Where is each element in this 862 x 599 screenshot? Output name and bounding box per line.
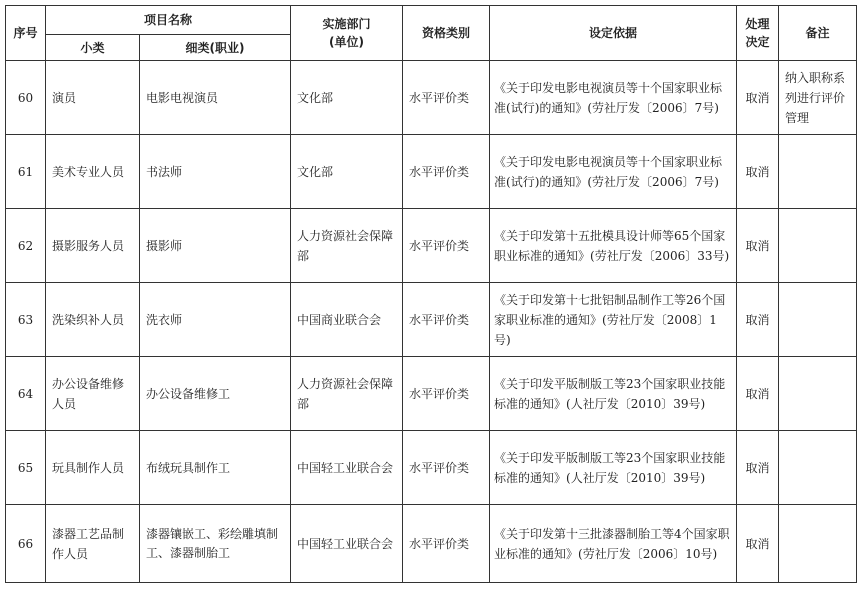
cell-detail: 电影电视演员 (140, 61, 291, 135)
table-row (6, 357, 857, 431)
table-row (6, 283, 857, 357)
cell-basis: 《关于印发平版制版工等23个国家职业技能标准的通知》(人社厅发〔2010〕39号) (490, 357, 737, 431)
cell-subclass: 办公设备维修人员 (46, 357, 140, 431)
cell-basis: 《关于印发第十七批铝制品制作工等26个国家职业标准的通知》(劳社厅发〔2008〕1号) (490, 283, 737, 357)
cell-remark (779, 209, 857, 283)
cell-remark: 纳入职称系列进行评价管理 (779, 61, 857, 135)
cell-seq: 60 (6, 61, 46, 135)
cell-dept: 人力资源社会保障部 (291, 357, 403, 431)
cell-decision: 取消 (737, 61, 779, 135)
cell-subclass: 演员 (46, 61, 140, 135)
header-remarks: 备注 (779, 6, 857, 61)
table-header (6, 6, 857, 61)
cell-remark (779, 431, 857, 505)
header-item-name: 项目名称 (46, 6, 291, 35)
cell-basis: 《关于印发电影电视演员等十个国家职业标准(试行)的通知》(劳社厅发〔2006〕7号) (490, 61, 737, 135)
cell-qual: 水平评价类 (403, 431, 490, 505)
cell-decision: 取消 (737, 283, 779, 357)
cell-detail: 办公设备维修工 (140, 357, 291, 431)
header-seq: 序号 (6, 6, 46, 61)
cell-basis: 《关于印发平版制版工等23个国家职业技能标准的通知》(人社厅发〔2010〕39号) (490, 431, 737, 505)
header-dept-line2: (单位) (329, 35, 364, 49)
cell-seq: 61 (6, 135, 46, 209)
header-detail: 细类(职业) (140, 35, 291, 61)
table-row (6, 505, 857, 583)
header-qual-type: 资格类别 (403, 6, 490, 61)
cell-decision: 取消 (737, 431, 779, 505)
cell-dept: 文化部 (291, 135, 403, 209)
cell-seq: 63 (6, 283, 46, 357)
cell-subclass: 漆器工艺品制作人员 (46, 505, 140, 583)
cell-subclass: 摄影服务人员 (46, 209, 140, 283)
cell-decision: 取消 (737, 505, 779, 583)
cell-qual: 水平评价类 (403, 61, 490, 135)
cell-decision: 取消 (737, 209, 779, 283)
cell-basis: 《关于印发电影电视演员等十个国家职业标准(试行)的通知》(劳社厅发〔2006〕7号) (490, 135, 737, 209)
cell-detail: 布绒玩具制作工 (140, 431, 291, 505)
cell-qual: 水平评价类 (403, 283, 490, 357)
cell-decision: 取消 (737, 357, 779, 431)
table-row (6, 209, 857, 283)
cell-subclass: 洗染织补人员 (46, 283, 140, 357)
cell-basis: 《关于印发第十五批模具设计师等65个国家职业标准的通知》(劳社厅发〔2006〕33号) (490, 209, 737, 283)
header-dept-line1: 实施部门 (322, 17, 371, 31)
table-body (6, 61, 857, 583)
cell-seq: 65 (6, 431, 46, 505)
cell-dept: 中国轻工业联合会 (291, 431, 403, 505)
header-dept (291, 6, 403, 61)
cell-remark (779, 505, 857, 583)
cell-qual: 水平评价类 (403, 357, 490, 431)
header-basis: 设定依据 (490, 6, 737, 61)
table-row (6, 61, 857, 135)
cell-seq: 64 (6, 357, 46, 431)
cell-detail: 摄影师 (140, 209, 291, 283)
header-decision-line2: 决定 (745, 35, 770, 49)
cell-dept: 文化部 (291, 61, 403, 135)
cell-remark (779, 283, 857, 357)
qualification-table (5, 5, 857, 583)
cell-detail: 漆器镶嵌工、彩绘雕填制工、漆器制胎工 (140, 505, 291, 583)
cell-qual: 水平评价类 (403, 209, 490, 283)
header-subclass: 小类 (46, 35, 140, 61)
cell-basis: 《关于印发第十三批漆器制胎工等4个国家职业标准的通知》(劳社厅发〔2006〕10号) (490, 505, 737, 583)
cell-remark (779, 357, 857, 431)
cell-dept: 人力资源社会保障部 (291, 209, 403, 283)
cell-subclass: 玩具制作人员 (46, 431, 140, 505)
header-decision (737, 6, 779, 61)
cell-seq: 62 (6, 209, 46, 283)
table-row (6, 431, 857, 505)
cell-dept: 中国轻工业联合会 (291, 505, 403, 583)
header-decision-line1: 处理 (745, 17, 770, 31)
cell-subclass: 美术专业人员 (46, 135, 140, 209)
cell-detail: 书法师 (140, 135, 291, 209)
cell-seq: 66 (6, 505, 46, 583)
cell-qual: 水平评价类 (403, 135, 490, 209)
cell-dept: 中国商业联合会 (291, 283, 403, 357)
cell-detail: 洗衣师 (140, 283, 291, 357)
cell-qual: 水平评价类 (403, 505, 490, 583)
cell-decision: 取消 (737, 135, 779, 209)
table-row (6, 135, 857, 209)
cell-remark (779, 135, 857, 209)
